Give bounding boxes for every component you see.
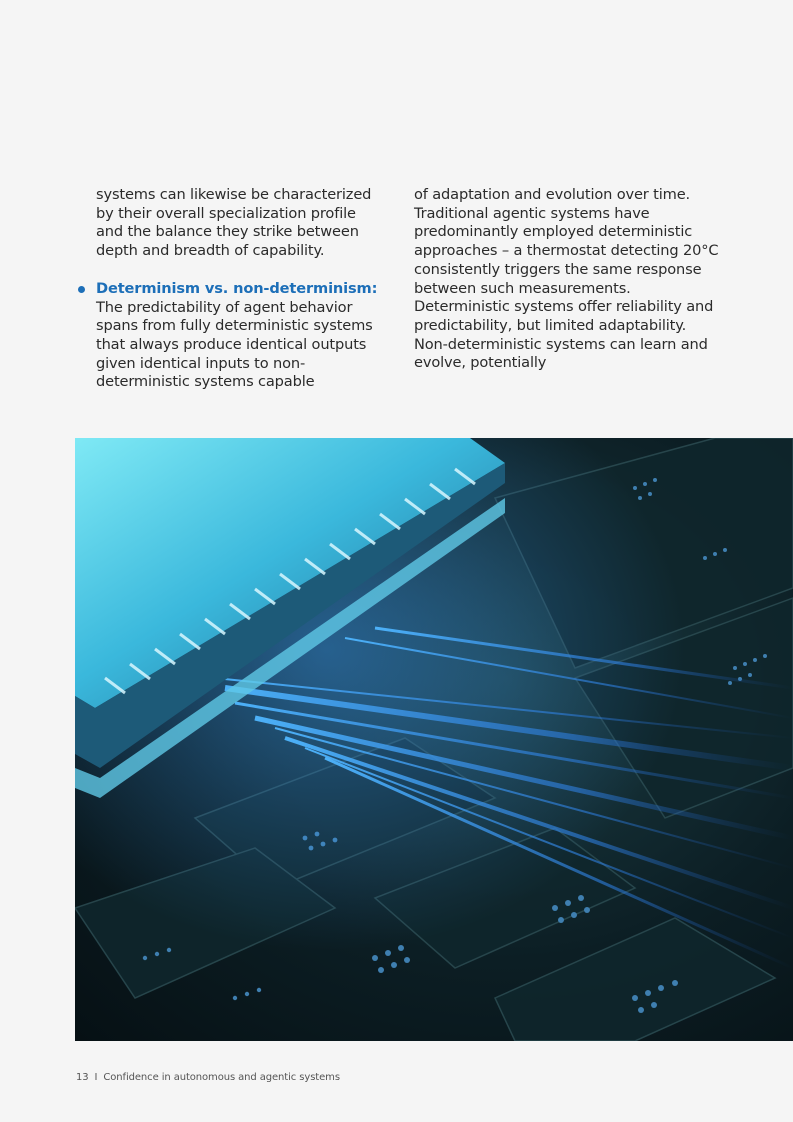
bullet-dot-icon	[78, 286, 85, 293]
circuit-chip-illustration	[75, 438, 793, 1041]
left-intro-paragraph: systems can likewise be characterized by their overall specialization profile and the balance they strike between depth and breadth of capability.	[96, 186, 372, 260]
bullet-text: The predictability of agent behavior spans from fully deterministic systems that always produce identical outputs given identical inputs to non-deterministic systems capable	[96, 298, 373, 391]
circuit-illustration-svg	[75, 438, 793, 1041]
right-paragraph: of adaptation and evolution over time. Traditional agentic systems have predominantly employed deterministic approaches – a thermostat detecting 20°C consistently triggers the same response between such measurements. Deterministic systems offer reliability and predictability, but limited adaptability. Non-deterministic systems can learn and evolve, potentially	[414, 186, 719, 372]
page-number: 13	[76, 1072, 89, 1083]
footer-title: Confidence in autonomous and agentic systems	[103, 1072, 340, 1083]
left-column	[96, 186, 381, 392]
page-footer	[76, 1072, 340, 1083]
bullet-item-determinism	[96, 280, 381, 392]
bullet-heading: Determinism vs. non-determinism:	[96, 279, 378, 297]
right-column	[414, 186, 724, 373]
footer-separator: I	[94, 1072, 98, 1083]
